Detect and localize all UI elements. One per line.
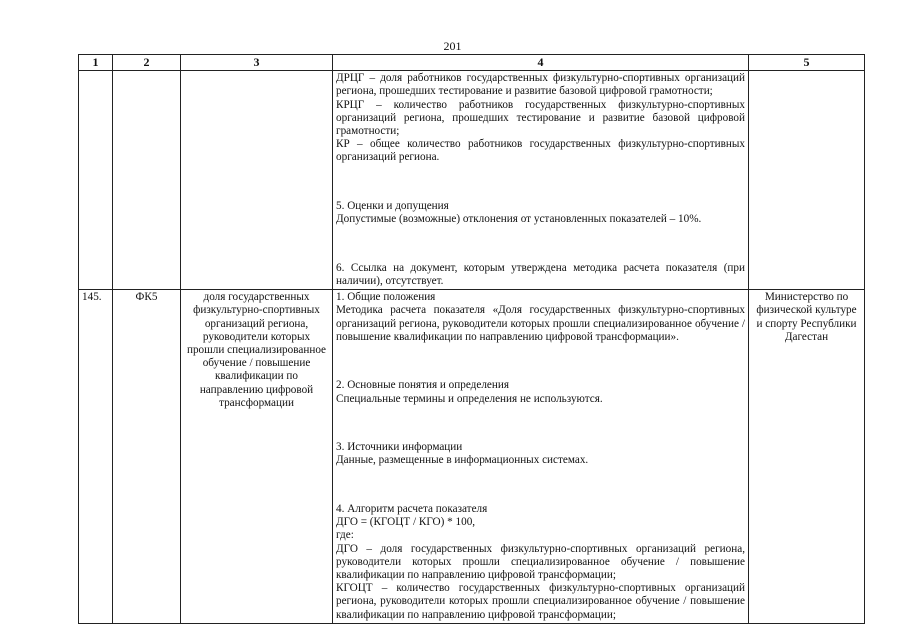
responsible-body: Министерство по физической культуре и спорту Республики Дагестан	[749, 290, 865, 624]
header-col-5: 5	[749, 55, 865, 71]
continuation-num-cell	[79, 71, 113, 290]
methodology-paragraph	[336, 417, 745, 430]
continuation-paragraph: 6. Ссылка на документ, которым утверждена методика расчета показателя (при наличии), отсутствует.	[336, 261, 745, 287]
indicator-code: ФК5	[113, 290, 181, 624]
row-number: 145.	[79, 290, 113, 624]
continuation-name-cell	[181, 71, 333, 290]
continuation-responsible-cell	[749, 71, 865, 290]
indicator-name: доля государственных физкультурно-спортивных организаций региона, руководители которых прошли специализированное обучение / повышение квалификации по направлению цифровой трансформации	[181, 290, 333, 624]
header-col-3: 3	[181, 55, 333, 71]
methodology-paragraph: ДГО – доля государственных физкультурно-спортивных организаций региона, руководители которых прошли специализированное обучение / повышение квалификации по направлению цифровой трансформации;	[336, 542, 745, 581]
methodology-paragraph: 3. Источники информации	[336, 441, 463, 454]
methodology-paragraph: Специальные термины и определения не используются.	[336, 392, 603, 405]
methodology-paragraph: КГОЦТ – количество государственных физкультурно-спортивных организаций региона, руководители которых прошли специализированное обучение / повышение квалификации по направлению цифровой трансформации;	[336, 582, 745, 621]
continuation-paragraph: ДРЦГ – доля работников государственных физкультурно-спортивных организаций региона, прошедших тестирование и развитие базовой цифровой грамотности;	[336, 72, 745, 98]
continuation-paragraph: КРЦГ – количество работников государственных физкультурно-спортивных организаций региона, прошедших тестирование и развитие базовой цифровой грамотности;	[336, 98, 745, 138]
continuation-paragraph: Допустимые (возможные) отклонения от установленных показателей – 10%.	[336, 213, 702, 226]
methodology-paragraph	[336, 355, 745, 368]
header-row	[79, 55, 865, 71]
continuation-paragraph: КР – общее количество работников государственных физкультурно-спортивных организаций региона.	[336, 138, 745, 164]
methodology-paragraph: 2. Основные понятия и определения	[336, 379, 509, 392]
continuation-code-cell	[113, 71, 181, 290]
methodology-paragraph: Данные, размещенные в информационных системах.	[336, 454, 589, 467]
table-row-145	[79, 290, 865, 624]
methodology-paragraph	[336, 479, 745, 492]
header-col-1: 1	[79, 55, 113, 71]
page-number: 201	[443, 39, 462, 53]
continuation-paragraph: 5. Оценки и допущения	[336, 200, 449, 212]
header-col-2: 2	[113, 55, 181, 71]
continuation-methodology-cell	[333, 71, 749, 290]
methodology-paragraph: 4. Алгоритм расчета показателя	[336, 502, 488, 515]
methodology-cell	[333, 290, 749, 624]
continuation-paragraph	[336, 176, 745, 189]
header-col-4: 4	[333, 55, 749, 71]
methodology-paragraph: где:	[336, 529, 354, 542]
methodology-table	[78, 54, 865, 624]
methodology-paragraph: 1. Общие положения	[336, 291, 436, 304]
continuation-paragraph	[336, 238, 745, 251]
methodology-paragraph: ДГО = (КГОЦТ / КГО) * 100,	[336, 516, 476, 529]
methodology-paragraph: Методика расчета показателя «Доля государственных физкультурно-спортивных организаций региона, руководители которых прошли специализированное обучение / повышение квалификации по направлению цифровой трансформации».	[336, 304, 745, 343]
continuation-row	[79, 71, 865, 290]
